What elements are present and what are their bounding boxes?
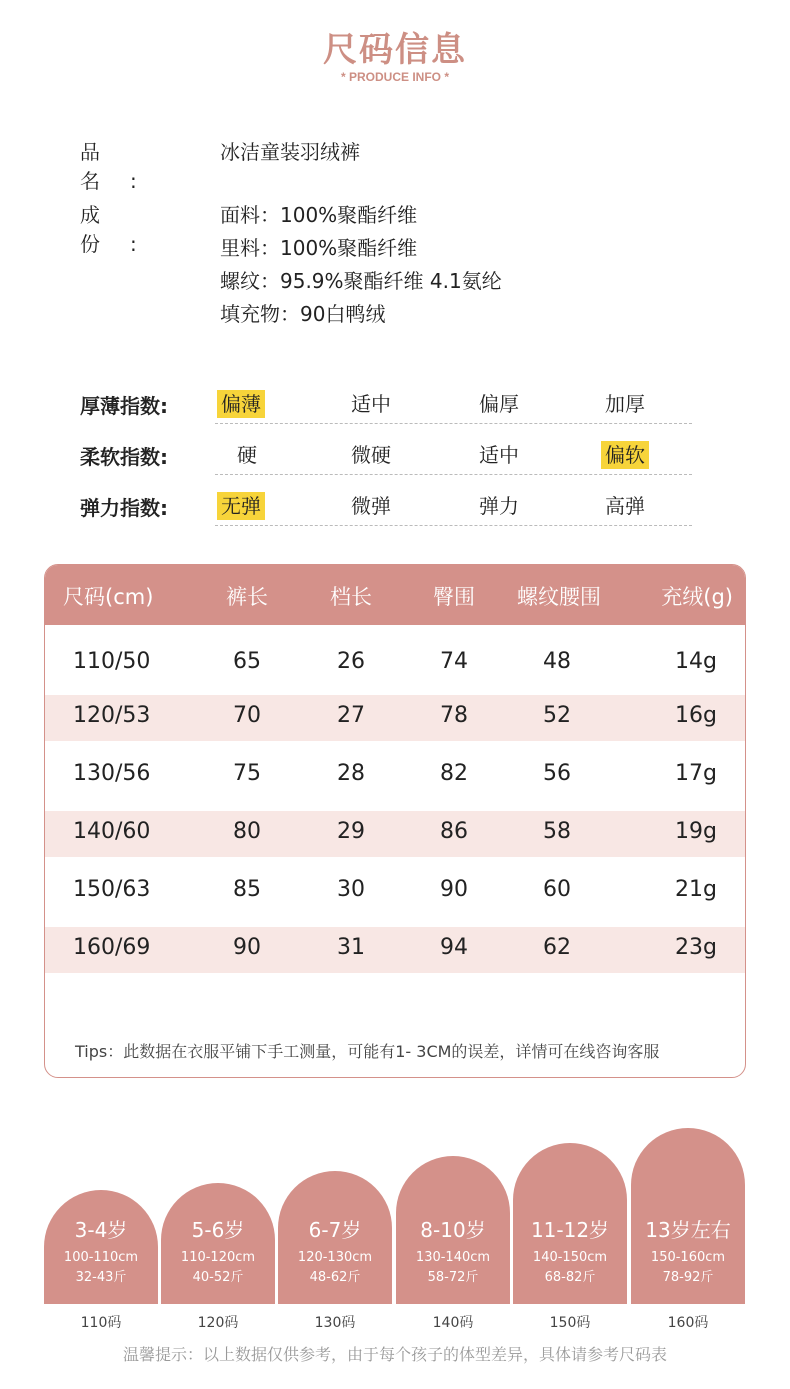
table-cell: 48: [543, 649, 571, 674]
weight-range: 40-52斤: [192, 1270, 244, 1285]
table-cell: 30: [337, 877, 365, 902]
table-cell: 90: [233, 935, 261, 960]
table-cell: 130/56: [73, 761, 151, 786]
size-table: [44, 564, 746, 1078]
age-column: [396, 1156, 510, 1304]
composition-lining: 里料：100%聚酯纤维: [220, 236, 418, 260]
table-cell: 150/63: [73, 877, 151, 902]
size-code-label: 160码: [667, 1315, 709, 1331]
index-option-selected: 偏软: [601, 441, 649, 469]
table-cell: 82: [440, 761, 468, 786]
age-column: [161, 1183, 275, 1304]
age-range: 5-6岁: [191, 1218, 245, 1242]
table-cell: 70: [233, 703, 261, 728]
table-cell: 160/69: [73, 935, 151, 960]
page-title: 尺码信息: [323, 30, 467, 70]
index-label: 柔软指数:: [80, 445, 168, 469]
table-cell: 86: [440, 819, 468, 844]
size-table-tips: Tips：此数据在衣服平铺下手工测量，可能有1- 3CM的误差，详情可在线咨询客服: [75, 1042, 660, 1061]
table-cell: 110/50: [73, 649, 151, 674]
table-cell: 62: [543, 935, 571, 960]
composition-label: 成 份:: [80, 203, 167, 256]
table-header-cell: 档长: [330, 585, 372, 609]
table-cell: 90: [440, 877, 468, 902]
table-row: [45, 869, 745, 915]
table-cell: 80: [233, 819, 261, 844]
table-row: [45, 927, 745, 973]
table-row: [45, 641, 745, 687]
index-option: 微弹: [351, 494, 391, 518]
table-cell: 65: [233, 649, 261, 674]
table-cell: 75: [233, 761, 261, 786]
table-cell: 31: [337, 935, 365, 960]
table-cell: 21g: [675, 877, 717, 902]
table-cell: 52: [543, 703, 571, 728]
height-range: 130-140cm: [415, 1250, 491, 1265]
index-dashed-line: [215, 474, 692, 475]
table-cell: 58: [543, 819, 571, 844]
size-code-label: 120码: [197, 1315, 239, 1331]
index-dashed-line: [215, 423, 692, 424]
index-option-selected: 偏薄: [217, 390, 265, 418]
footer-note: 温馨提示：以上数据仅供参考，由于每个孩子的体型差异，具体请参考尺码表: [122, 1345, 667, 1364]
table-header-cell: 尺码(cm): [63, 585, 154, 609]
index-option: 高弹: [605, 494, 645, 518]
table-cell: 16g: [675, 703, 717, 728]
age-column: [278, 1171, 392, 1304]
table-cell: 14g: [675, 649, 717, 674]
height-range: 110-120cm: [180, 1250, 256, 1265]
age-range: 11-12岁: [530, 1218, 610, 1242]
table-cell: 60: [543, 877, 571, 902]
table-cell: 120/53: [73, 703, 151, 728]
age-column: [44, 1190, 158, 1304]
table-cell: 28: [337, 761, 365, 786]
age-range: 6-7岁: [308, 1218, 362, 1242]
table-header-cell: 螺纹腰围: [517, 585, 601, 609]
age-range: 8-10岁: [420, 1218, 486, 1242]
age-column: [513, 1143, 627, 1304]
index-row: [80, 437, 692, 477]
table-row: [45, 753, 745, 799]
index-option: 硬: [237, 443, 257, 467]
height-range: 100-110cm: [63, 1250, 139, 1265]
table-cell: 78: [440, 703, 468, 728]
composition-filling: 填充物：90白鸭绒: [220, 302, 386, 326]
index-label: 厚薄指数:: [80, 394, 168, 418]
height-range: 150-160cm: [650, 1250, 726, 1265]
weight-range: 78-92斤: [662, 1270, 714, 1285]
table-cell: 56: [543, 761, 571, 786]
index-row: [80, 386, 692, 426]
table-cell: 27: [337, 703, 365, 728]
index-dashed-line: [215, 525, 692, 526]
table-cell: 17g: [675, 761, 717, 786]
age-column: [631, 1128, 745, 1304]
table-cell: 140/60: [73, 819, 151, 844]
index-option: 适中: [351, 392, 391, 416]
index-option: 弹力: [479, 494, 519, 518]
index-option: 适中: [479, 443, 519, 467]
size-table-header: [45, 565, 745, 625]
size-code-label: 140码: [432, 1315, 474, 1331]
index-option: 微硬: [351, 443, 391, 467]
height-range: 140-150cm: [532, 1250, 608, 1265]
size-code-label: 110码: [80, 1315, 122, 1331]
weight-range: 58-72斤: [427, 1270, 479, 1285]
table-cell: 19g: [675, 819, 717, 844]
weight-range: 68-82斤: [544, 1270, 596, 1285]
index-label: 弹力指数:: [80, 496, 168, 520]
table-cell: 74: [440, 649, 468, 674]
table-cell: 85: [233, 877, 261, 902]
size-code-label: 150码: [549, 1315, 591, 1331]
table-cell: 23g: [675, 935, 717, 960]
age-range: 3-4岁: [74, 1218, 128, 1242]
composition-rib: 螺纹：95.9%聚酯纤维 4.1氨纶: [220, 269, 502, 293]
page-subtitle: * PRODUCE INFO *: [340, 70, 449, 84]
table-header-cell: 臀围: [433, 585, 475, 609]
table-cell: 26: [337, 649, 365, 674]
table-header-cell: 充绒(g): [661, 585, 733, 609]
age-range: 13岁左右: [645, 1218, 731, 1242]
composition-fabric: 面料：100%聚酯纤维: [220, 203, 418, 227]
index-option: 偏厚: [479, 392, 519, 416]
weight-range: 48-62斤: [309, 1270, 361, 1285]
index-row: [80, 488, 692, 528]
size-code-label: 130码: [314, 1315, 356, 1331]
table-cell: 29: [337, 819, 365, 844]
table-row: [45, 811, 745, 857]
height-range: 120-130cm: [297, 1250, 373, 1265]
table-row: [45, 695, 745, 741]
weight-range: 32-43斤: [75, 1270, 127, 1285]
table-header-cell: 裤长: [226, 585, 268, 609]
product-name-value: 冰洁童装羽绒裤: [220, 140, 360, 164]
index-option: 加厚: [605, 392, 645, 416]
table-cell: 94: [440, 935, 468, 960]
product-name-label: 品 名:: [80, 140, 167, 193]
index-option-selected: 无弹: [217, 492, 265, 520]
